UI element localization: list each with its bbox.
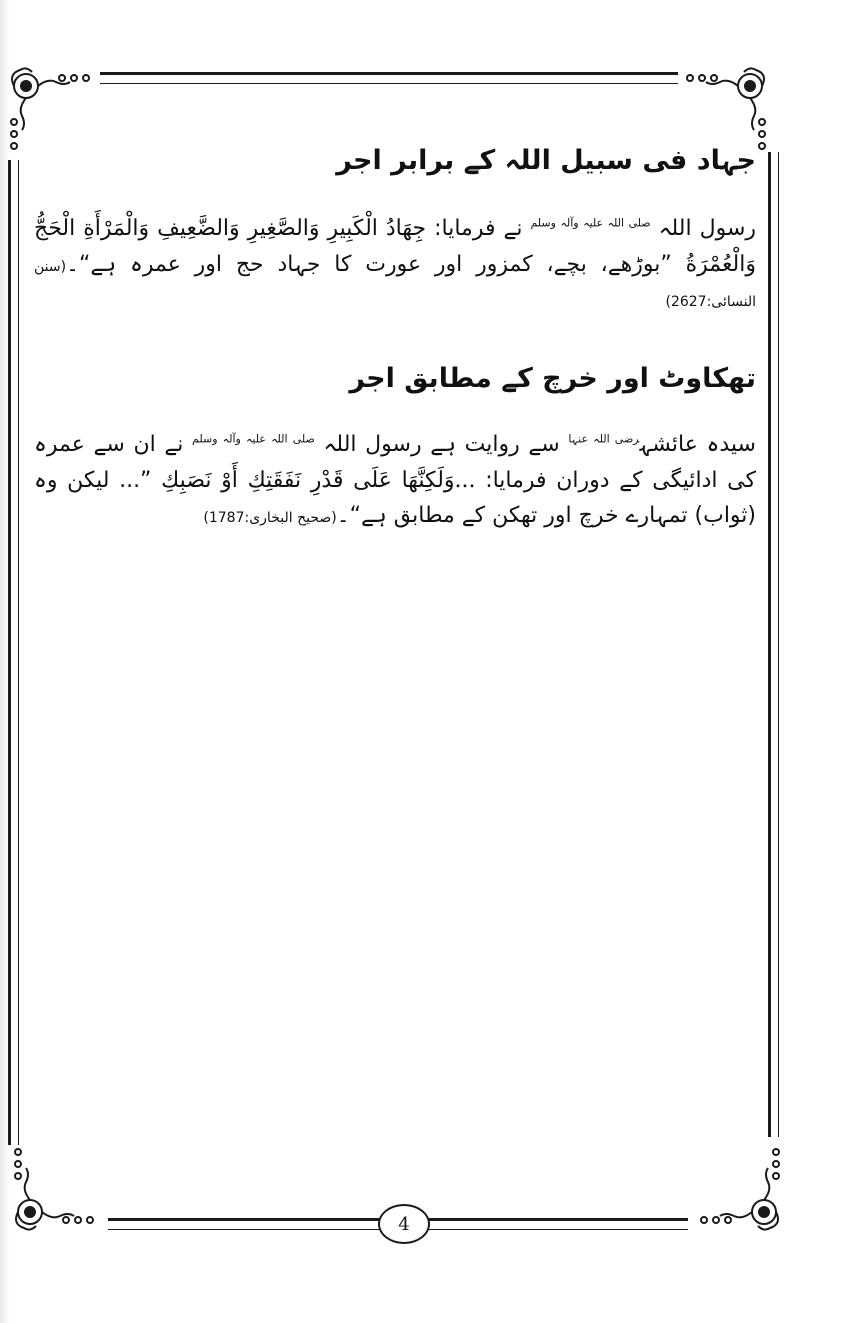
corner-ornament-icon	[4, 64, 96, 156]
hadith-paragraph-1	[34, 211, 756, 318]
arabic-hadith-text: ...وَلَكِنَّهَا عَلَى قَدْرِ نَفَقَتِكِ أَوْ نَصَبِكِ	[161, 467, 476, 493]
section-heading-effort-reward: تھکاوٹ اور خرچ کے مطابق اجر	[349, 363, 756, 394]
speaker: رسول اللہ	[658, 216, 756, 241]
frame-left-border	[8, 160, 19, 1145]
context-text: نے ان سے عمرہ کی ادائیگی کے دوران فرمایا:	[34, 432, 756, 493]
frame-top-border	[100, 72, 678, 84]
urdu-translation: ”بوڑھے، بچے، کمزور اور عورت کا جہاد حج اور عمرہ ہے“۔	[66, 251, 672, 277]
section-heading-jihad-reward: جہاد فی سبیل اللہ کے برابر اجر	[336, 145, 756, 176]
frame-right-border	[768, 152, 779, 1137]
arabic-hadith-text: جِهَادُ الْكَبِيرِ وَالصَّغِيرِ وَالضَّعِيفِ وَالْمَرْأَةِ الْحَجُّ وَالْعُمْرَةُ	[34, 216, 756, 277]
salutation: صلی اللہ علیہ وآلہ وسلم	[192, 432, 315, 446]
corner-ornament-icon	[694, 1142, 786, 1234]
salutation: صلی اللہ علیہ وآلہ وسلم	[530, 216, 651, 230]
corner-ornament-icon	[680, 64, 772, 156]
narration-text: سے روایت ہے رسول اللہ	[323, 432, 560, 457]
said-text: نے فرمایا:	[434, 216, 523, 241]
hadith-reference: (سنن النسائی:2627)	[34, 258, 756, 311]
honorific: رضی اللہ عنہا	[568, 432, 640, 446]
urdu-translation: ”... لیکن وہ (ثواب) تمہارے خرچ اور تھکن کے مطابق ہے“۔	[34, 467, 756, 529]
page-number: 4	[378, 1204, 430, 1244]
narrator: سیدہ عائشہ	[639, 432, 756, 457]
hadith-paragraph-2	[34, 427, 756, 534]
corner-ornament-icon	[8, 1142, 100, 1234]
hadith-reference: (صحیح البخاری:1787)	[203, 510, 337, 527]
